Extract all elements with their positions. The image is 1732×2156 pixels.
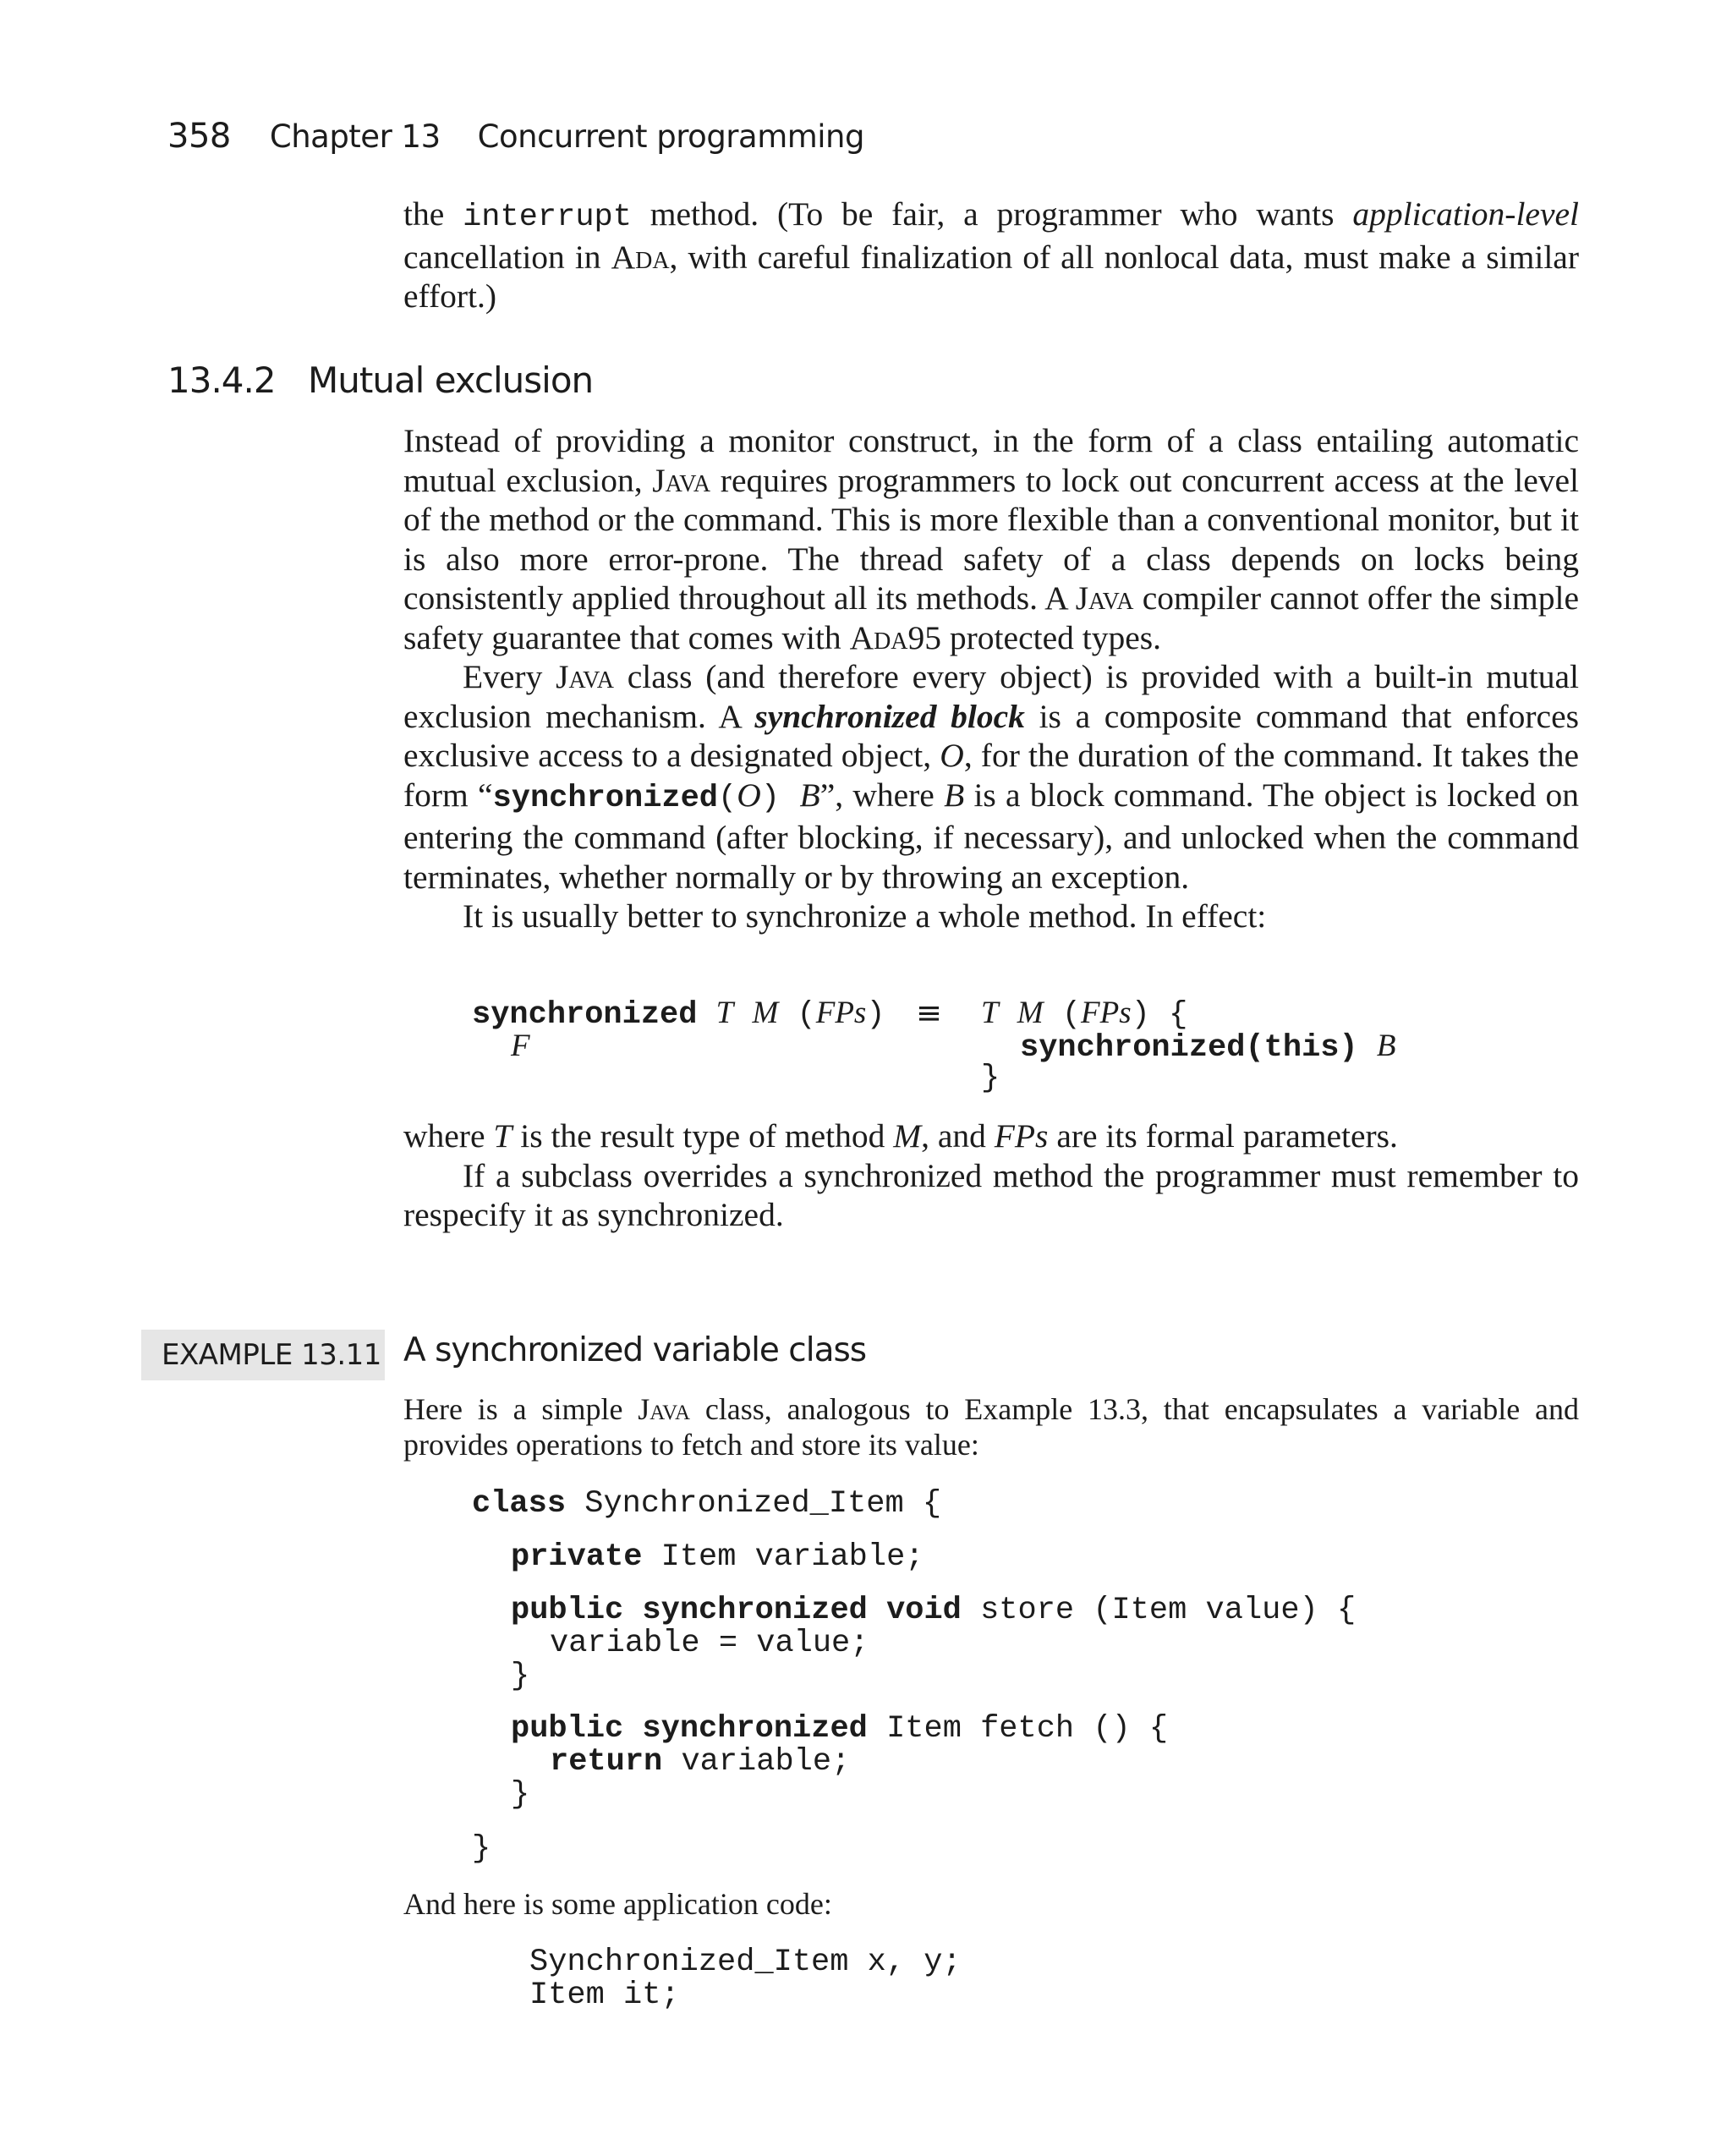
intro-paragraph (403, 195, 1579, 316)
example-intro: Here is a simple Java class, analogous to Example 13.3, that encapsulates a variable and provides operations to fetch and store its value: (403, 1392, 1579, 1462)
example-title: A synchronized variable class (403, 1331, 867, 1369)
text: cancellation in (403, 238, 611, 276)
equivalence-right-body: synchronized(this) B (1020, 1029, 1396, 1066)
app-code-line-1: Synchronized_Item x, y; (529, 1945, 962, 1980)
paragraph-3: It is usually better to synchronize a whole method. In effect: (463, 897, 1267, 935)
equivalence-right: T M (FPs) { (981, 996, 1188, 1033)
section-body-continued (403, 1116, 1579, 1235)
paragraph-1: Instead of providing a monitor construct, in the form of a class entailing automatic mutual exclusion, Java requires programmers to lock out concurrent access at the level of the method or the command. This is more flexible than a conventional monitor, but it is also more error-prone. The thread safety of a class depends on locks being consistently applied throughout all its methods. A Java compiler cannot offer the simple safety guarantee that comes with Ada95 protected types. (403, 422, 1580, 656)
section-title: Mutual exclusion (308, 359, 594, 401)
code-line-fetch-body: return variable; (550, 1744, 851, 1780)
chapter-label: Chapter 13 (269, 118, 441, 155)
code-line-class-close: } (472, 1831, 491, 1867)
app-code-line-2: Item it; (529, 1978, 680, 2013)
code-line-class: class Synchronized_Item { (472, 1486, 942, 1522)
example-label: EXAMPLE 13.11 (141, 1330, 385, 1380)
paragraph-5: If a subclass overrides a synchronized method the programmer must remember to respecify it as synchronized. (403, 1156, 1579, 1233)
code-line-fetch-close: } (511, 1777, 530, 1813)
text: the (403, 195, 463, 233)
defined-term: synchronized block (754, 697, 1025, 735)
code-line-store-body: variable = value; (550, 1626, 869, 1661)
emphasis: application-level (1352, 195, 1579, 233)
equivalence-left-body: F (511, 1029, 530, 1063)
page-number: 358 (167, 117, 231, 156)
section-body (403, 421, 1579, 936)
paragraph-4: where T is the result type of method M, and FPs are its formal parameters. (403, 1117, 1398, 1155)
code-line-field: private Item variable; (511, 1539, 924, 1575)
inline-code: interrupt (463, 200, 632, 235)
code-line-fetch-sig: public synchronized Item fetch () { (511, 1711, 1169, 1747)
code-line-store-close: } (511, 1659, 530, 1694)
text: method. (To be fair, a programmer who wants (631, 195, 1353, 233)
equivalence-right-close: } (981, 1061, 1000, 1096)
equivalence-left: synchronized T M (FPs) (472, 996, 885, 1033)
small-caps: Ada (611, 238, 670, 276)
chapter-title: Concurrent programming (477, 118, 864, 155)
section-number: 13.4.2 (167, 359, 276, 401)
paragraph-2: Every Java class (and therefore every object) is provided with a built-in mutual exclusion mechanism. A synchronized block is a composite command that enforces exclusive access to a designated object, O, for the duration of the command. It takes the form “synchronized(O) B”, where B is a block command. The object is locked on entering the command (after blocking, if necessary), and unlocked when the command terminates, whether normally or by throwing an exception. (403, 658, 1579, 896)
application-intro: And here is some application code: (403, 1887, 832, 1921)
equivalence-symbol: ≡ (916, 995, 943, 1031)
code-line-store-sig: public synchronized void store (Item value) { (511, 1593, 1357, 1628)
text: , with careful finalization of all nonlocal data, must make a similar effort.) (403, 238, 1579, 315)
running-header (167, 117, 864, 167)
